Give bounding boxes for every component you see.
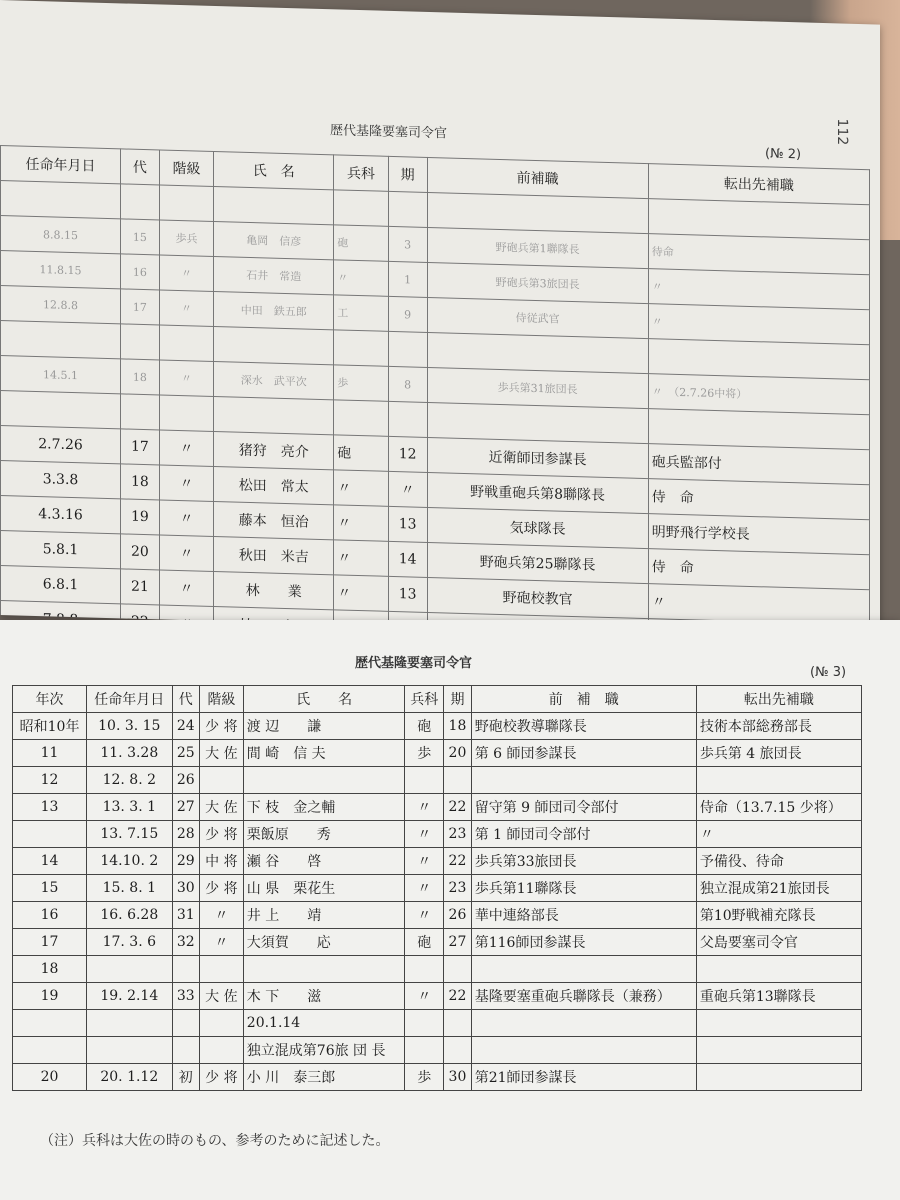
table-cell: 18 (121, 464, 160, 500)
table-cell: 砲 (405, 713, 444, 740)
table-cell: 第10野戦補充隊長 (696, 902, 861, 929)
table-cell: 〃 (334, 540, 389, 577)
table-cell: 15 (13, 875, 87, 902)
table-cell: 9 (388, 296, 427, 332)
table-cell (13, 1010, 87, 1037)
table-cell (214, 186, 334, 224)
table-cell (1, 321, 121, 359)
table-cell (696, 767, 861, 794)
table-cell (13, 1037, 87, 1064)
table-cell: 〃 (159, 535, 214, 572)
table-cell: 侍 命 (648, 549, 869, 590)
table-cell (87, 1010, 172, 1037)
table-cell: 第 6 師団参謀長 (471, 740, 696, 767)
table-cell (200, 1010, 244, 1037)
table-cell: 3 (388, 226, 427, 262)
table-cell: 気球隊長 (427, 507, 648, 548)
table-cell: 〃 (334, 505, 389, 542)
table-cell: 歩 (405, 740, 444, 767)
table-row (13, 767, 862, 794)
table-cell: 20 (121, 534, 160, 570)
table-cell: 13. 7.15 (87, 821, 172, 848)
column-header: 氏 名 (214, 151, 334, 189)
table-cell: 〃 (388, 471, 427, 507)
table-cell: 秋田 米吉 (214, 536, 334, 574)
table-cell (696, 1010, 861, 1037)
table-cell (87, 1037, 172, 1064)
table-row (13, 740, 862, 767)
table-cell: 14.5.1 (1, 356, 121, 394)
table-cell (334, 190, 389, 227)
table-cell: 10. 3. 15 (87, 713, 172, 740)
table-cell: 待命 (648, 234, 869, 275)
table-cell (172, 956, 200, 983)
table-cell: 亀岡 信彦 (214, 221, 334, 259)
table-cell: 木 下 滋 (243, 983, 405, 1010)
table-cell: 32 (172, 929, 200, 956)
table-cell: 22 (444, 983, 472, 1010)
table-cell: 華中連絡部長 (471, 902, 696, 929)
table-cell: 20.1.14 (243, 1010, 405, 1037)
table-cell: 33 (172, 983, 200, 1010)
table-cell: 基隆要塞重砲兵聯隊長（兼務） (471, 983, 696, 1010)
table-cell: 独立混成第21旅団長 (696, 875, 861, 902)
table-cell: 初 (172, 1064, 200, 1091)
table-cell: 予備役、待命 (696, 848, 861, 875)
table-row (13, 956, 862, 983)
table-cell (696, 1037, 861, 1064)
column-header: 階級 (159, 150, 214, 187)
table-cell: 〃 (405, 848, 444, 875)
table-cell: 12 (388, 436, 427, 472)
table-cell: 少 将 (200, 1064, 244, 1091)
table-cell: 近衛師団参謀長 (427, 437, 648, 478)
table-cell: 歩兵第11聯隊長 (471, 875, 696, 902)
table-cell: 石井 常造 (214, 256, 334, 294)
table-cell (471, 1037, 696, 1064)
table-cell (159, 325, 214, 362)
table-cell: 明野飛行学校長 (648, 514, 869, 555)
table-cell (388, 191, 427, 227)
table-cell: 侍命（13.7.15 少将） (696, 794, 861, 821)
table-cell (405, 1010, 444, 1037)
table-cell: 小 川 泰三郎 (243, 1064, 405, 1091)
table-cell: 5.8.1 (1, 531, 121, 569)
table-cell: 〃 (159, 290, 214, 327)
table-cell: 栗飯原 秀 (243, 821, 405, 848)
table-cell: 野砲兵第1聯隊長 (427, 227, 648, 268)
table-cell: 下 枝 金之輔 (243, 794, 405, 821)
table-cell: 23 (444, 821, 472, 848)
table-cell (405, 767, 444, 794)
table-cell (159, 185, 214, 222)
table-cell: 〃 (159, 465, 214, 502)
table-cell: 中 将 (200, 848, 244, 875)
table-cell: 深水 武平次 (214, 361, 334, 399)
column-header: 前 補 職 (471, 686, 696, 713)
table-cell: 〃 (405, 821, 444, 848)
table-cell: 歩 (405, 1064, 444, 1091)
table-cell (1, 391, 121, 429)
table-cell: 〃 (405, 902, 444, 929)
footnote: （注）兵科は大佐の時のもの、参考のために記述した。 (40, 1133, 390, 1149)
table-cell: 砲 (405, 929, 444, 956)
table-cell: 31 (172, 902, 200, 929)
table-cell: 少 将 (200, 713, 244, 740)
table-cell (388, 401, 427, 437)
table-cell: 歩兵第31旅団長 (427, 367, 648, 408)
table-cell (159, 395, 214, 432)
table-cell: 22 (444, 794, 472, 821)
column-header: 任命年月日 (87, 686, 172, 713)
table-cell (13, 821, 87, 848)
table-cell: 24 (172, 713, 200, 740)
table-no3 (12, 685, 862, 1091)
table-cell: 15 (121, 219, 160, 255)
table-row (13, 1064, 862, 1091)
table-cell (444, 1010, 472, 1037)
table-cell: 大 佐 (200, 740, 244, 767)
table-cell: 〃 (696, 821, 861, 848)
column-header: 転出先補職 (696, 686, 861, 713)
table-cell: 17 (13, 929, 87, 956)
column-header: 氏 名 (243, 686, 405, 713)
table-cell: 27 (444, 929, 472, 956)
table-cell: 松田 常太 (214, 466, 334, 504)
table-cell: 19 (13, 983, 87, 1010)
table-cell: 4.3.16 (1, 496, 121, 534)
table-cell: 昭和10年 (13, 713, 87, 740)
table-cell (405, 956, 444, 983)
table-cell: 瀬 谷 啓 (243, 848, 405, 875)
table-cell: 14 (388, 541, 427, 577)
table-cell: 11.8.15 (1, 251, 121, 289)
table-cell: 第116師団参謀長 (471, 929, 696, 956)
column-header: 代 (121, 149, 160, 185)
table-cell: 19 (121, 499, 160, 535)
table-cell: 侍 命 (648, 479, 869, 520)
table-cell: 19. 2.14 (87, 983, 172, 1010)
table-cell: 〃 (200, 929, 244, 956)
table-cell (214, 396, 334, 434)
table-cell (334, 400, 389, 437)
column-header: 年次 (13, 686, 87, 713)
table-cell: 〃 (648, 304, 869, 345)
table-cell: 大 佐 (200, 794, 244, 821)
table-cell: 留守第 9 師団司令部付 (471, 794, 696, 821)
table-cell: 第 1 師団司令部付 (471, 821, 696, 848)
table-cell (200, 1037, 244, 1064)
table-cell: 30 (172, 875, 200, 902)
table-cell (444, 767, 472, 794)
table-cell (121, 394, 160, 430)
table-cell: 野砲兵第25聯隊長 (427, 542, 648, 583)
table-cell: 林 業 (214, 571, 334, 609)
column-header: 期 (388, 156, 427, 192)
table-cell: 1 (388, 261, 427, 297)
table-cell: 30 (444, 1064, 472, 1091)
table-cell (1, 181, 121, 219)
table-cell: 13 (388, 576, 427, 612)
table-cell (87, 956, 172, 983)
table-cell (334, 330, 389, 367)
table-cell: 22 (444, 848, 472, 875)
table-cell: 〃 (334, 260, 389, 297)
table-row (13, 1010, 862, 1037)
table-cell: 〃 (159, 430, 214, 467)
table-cell: 12.8.8 (1, 286, 121, 324)
bottom-caption: 歴代基隆要塞司令官 (355, 656, 473, 671)
table-cell: 侍従武官 (427, 297, 648, 338)
table-cell: 歩兵 (159, 220, 214, 257)
table-cell: 〃 (334, 575, 389, 612)
table-cell (121, 324, 160, 360)
table-cell: 12 (13, 767, 87, 794)
table-cell: 大 佐 (200, 983, 244, 1010)
table-cell: 第21師団参謀長 (471, 1064, 696, 1091)
table-cell: 18 (13, 956, 87, 983)
top-caption: 歴代基隆要塞司令官 (330, 123, 448, 142)
table-cell (471, 956, 696, 983)
table-cell (444, 1037, 472, 1064)
table-cell: 間 崎 信 夫 (243, 740, 405, 767)
column-header: 階級 (200, 686, 244, 713)
table-cell: 8 (388, 366, 427, 402)
table-cell: 父島要塞司令官 (696, 929, 861, 956)
table-cell (214, 326, 334, 364)
table-cell: 藤本 恒治 (214, 501, 334, 539)
table-cell: 13. 3. 1 (87, 794, 172, 821)
column-header: 任命年月日 (1, 146, 121, 184)
table-cell: 〃 (405, 983, 444, 1010)
bottom-page (0, 620, 900, 1200)
table-cell: 16 (121, 254, 160, 290)
bottom-table-number: (№ 3) (810, 665, 847, 680)
table-cell (471, 1010, 696, 1037)
table-cell (121, 184, 160, 220)
table-cell: 25 (172, 740, 200, 767)
table-cell: 技術本部総務部長 (696, 713, 861, 740)
table-cell: 13 (13, 794, 87, 821)
column-header: 転出先補職 (648, 164, 869, 205)
table-cell: 中田 鉄五郎 (214, 291, 334, 329)
top-table-number: (№ 2) (765, 146, 802, 163)
table-cell (200, 767, 244, 794)
table-cell: 27 (172, 794, 200, 821)
table-cell: 20 (13, 1064, 87, 1091)
table-cell: 23 (444, 875, 472, 902)
table-row (13, 929, 862, 956)
table-cell: 〃 (159, 500, 214, 537)
column-header: 代 (172, 686, 200, 713)
table-cell: 3.3.8 (1, 461, 121, 499)
table-cell: 野砲校教官 (427, 577, 648, 618)
table-cell: 猪狩 亮介 (214, 431, 334, 469)
table-cell: 13 (388, 506, 427, 542)
table-cell: 15. 8. 1 (87, 875, 172, 902)
table-row (13, 1037, 862, 1064)
table-cell: 砲兵監部付 (648, 444, 869, 485)
table-cell: 17 (121, 289, 160, 325)
table-cell: 20. 1.12 (87, 1064, 172, 1091)
table-cell: 野戦重砲兵第8聯隊長 (427, 472, 648, 513)
column-header: 期 (444, 686, 472, 713)
page-number: 112 (834, 118, 850, 146)
table-row (13, 713, 862, 740)
table-cell: 工 (334, 295, 389, 332)
table-cell (200, 956, 244, 983)
table-row (13, 902, 862, 929)
table-cell (405, 1037, 444, 1064)
table-cell: 〃 (334, 470, 389, 507)
table-row (13, 983, 862, 1010)
table-row (13, 821, 862, 848)
table-cell: 11 (13, 740, 87, 767)
table-cell: 16 (13, 902, 87, 929)
table-cell: 砲 (334, 435, 389, 472)
table-cell (172, 1010, 200, 1037)
table-cell: 〃 (159, 360, 214, 397)
table-cell: 砲 (334, 225, 389, 262)
table-cell: 2.7.26 (1, 426, 121, 464)
table-cell: 歩兵第 4 旅団長 (696, 740, 861, 767)
table-row (13, 875, 862, 902)
table-row (13, 794, 862, 821)
table-cell: 〃 （2.7.26中将） (648, 374, 869, 415)
table-cell: 〃 (200, 902, 244, 929)
column-header: 兵科 (405, 686, 444, 713)
table-cell: 17. 3. 6 (87, 929, 172, 956)
table-cell: 18 (444, 713, 472, 740)
table-cell (696, 956, 861, 983)
table-cell (172, 1037, 200, 1064)
table-cell: 野砲兵第3旅団長 (427, 262, 648, 303)
table-cell: 歩 (334, 365, 389, 402)
table-cell: 〃 (159, 570, 214, 607)
table-cell: 12. 8. 2 (87, 767, 172, 794)
table-cell: 28 (172, 821, 200, 848)
table-cell (471, 767, 696, 794)
table-cell: 少 将 (200, 875, 244, 902)
table-cell: 8.8.15 (1, 216, 121, 254)
table-cell: 14.10. 2 (87, 848, 172, 875)
table-no2 (0, 145, 870, 640)
table-cell (243, 767, 405, 794)
table-cell: 〃 (648, 584, 869, 625)
column-header: 兵科 (334, 155, 389, 192)
table-cell: 〃 (159, 255, 214, 292)
table-cell: 16. 6.28 (87, 902, 172, 929)
table-cell (243, 956, 405, 983)
table-cell: 14 (13, 848, 87, 875)
table-cell: 少 将 (200, 821, 244, 848)
table-cell: 〃 (405, 794, 444, 821)
column-header: 前補職 (427, 157, 648, 198)
table-cell (388, 331, 427, 367)
table-cell: 26 (172, 767, 200, 794)
table-cell: 大須賀 応 (243, 929, 405, 956)
table-cell: 6.8.1 (1, 566, 121, 604)
table-row (13, 848, 862, 875)
table-cell: 渡 辺 謙 (243, 713, 405, 740)
table-cell: 18 (121, 359, 160, 395)
table-cell: 〃 (648, 269, 869, 310)
table-cell: 21 (121, 569, 160, 605)
table-cell (696, 1064, 861, 1091)
table-cell (444, 956, 472, 983)
table-cell: 20 (444, 740, 472, 767)
table-cell: 17 (121, 429, 160, 465)
table-cell: 11. 3.28 (87, 740, 172, 767)
table-cell: 野砲校教導聯隊長 (471, 713, 696, 740)
table-cell: 重砲兵第13聯隊長 (696, 983, 861, 1010)
table-cell: 独立混成第76旅 団 長 (243, 1037, 405, 1064)
table-cell: 歩兵第33旅団長 (471, 848, 696, 875)
table-cell: 〃 (405, 875, 444, 902)
table-cell: 井 上 靖 (243, 902, 405, 929)
table-cell: 26 (444, 902, 472, 929)
table-cell: 山 県 栗花生 (243, 875, 405, 902)
table-cell: 29 (172, 848, 200, 875)
